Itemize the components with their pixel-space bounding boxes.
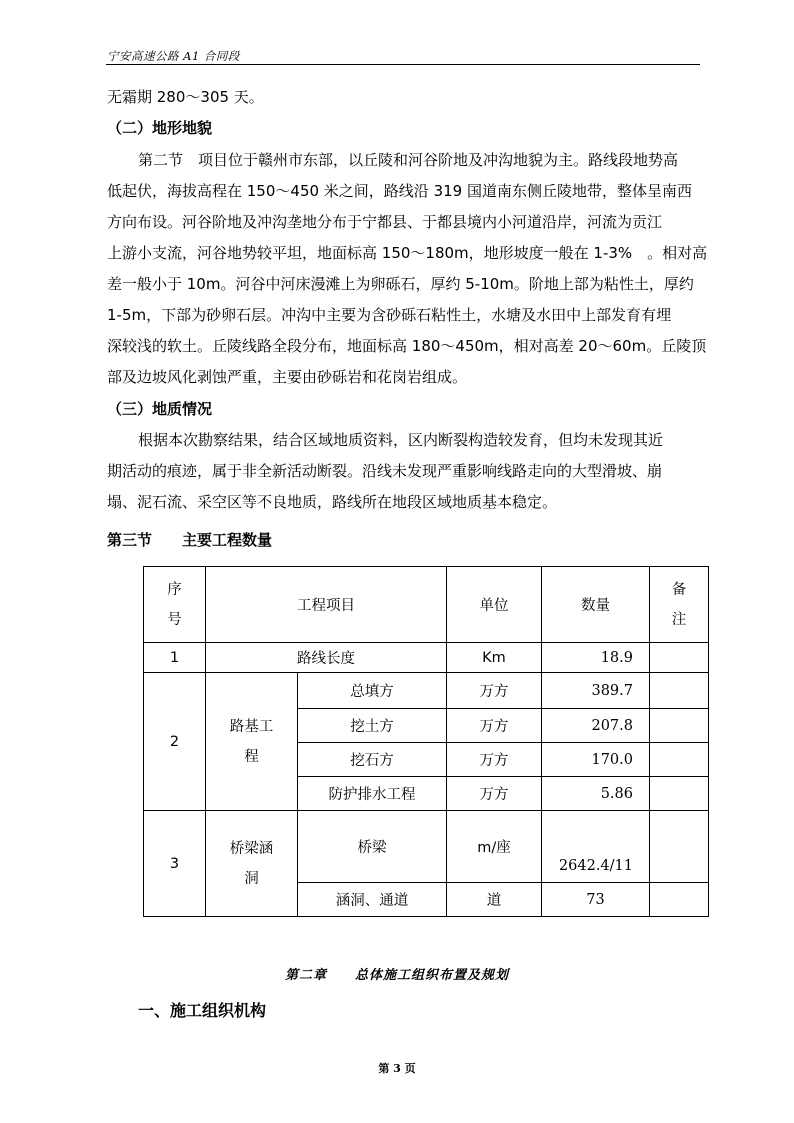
- para-line: 根据本次勘察结果，结合区域地质资料，区内断裂构造较发育，但均未发现其近: [138, 431, 664, 449]
- cell-note: [650, 883, 709, 917]
- cell-seq: 2: [144, 673, 206, 811]
- cell-unit: 万方: [447, 709, 542, 743]
- cell-group: 桥梁涵 洞: [206, 811, 298, 917]
- cell-unit: 道: [447, 883, 542, 917]
- para-line: 差一般小于 10m。河谷中河床漫滩上为卵砾石，厚约 5-10m。阶地上部为粘性土，厚约: [107, 275, 694, 293]
- cell-item: 挖石方: [298, 743, 447, 777]
- section-title-geology: （三）地质情况: [107, 400, 213, 418]
- cell-unit: 万方: [447, 777, 542, 811]
- section-title-organization: 一、施工组织机构: [138, 1001, 267, 1020]
- table-row: [144, 673, 709, 709]
- cell-qty: 73: [542, 883, 650, 917]
- cell-note: [650, 743, 709, 777]
- cell-qty: 18.9: [542, 643, 650, 673]
- cell-qty: 170.0: [542, 743, 650, 777]
- header-unit: 单位: [447, 567, 542, 643]
- cell-item: 挖土方: [298, 709, 447, 743]
- table-header-row: [144, 567, 709, 643]
- header-seq: 序 号: [144, 567, 206, 643]
- table-row: [144, 643, 709, 673]
- cell-note: [650, 811, 709, 883]
- cell-unit: m/座: [447, 811, 542, 883]
- header-qty: 数量: [542, 567, 650, 643]
- header-rule: [106, 64, 700, 65]
- cell-item: 总填方: [298, 673, 447, 709]
- cell-item: 桥梁: [298, 811, 447, 883]
- para-line: 上游小支流，河谷地势较平坦，地面标高 150～180m，地形坡度一般在 1-3% 。相对高: [107, 244, 708, 262]
- para-line: 1-5m，下部为砂卵石层。冲沟中主要为含砂砾石粘性土，水塘及水田中上部发育有埋: [107, 306, 672, 324]
- para-line: 塌、泥石流、采空区等不良地质，路线所在地段区域地质基本稳定。: [107, 493, 558, 511]
- cell-qty: 2642.4/11: [542, 811, 650, 883]
- para-line: 部及边坡风化剥蚀严重，主要由砂砾岩和花岗岩组成。: [107, 368, 468, 386]
- header-title: 宁安高速公路 A1 合同段: [107, 49, 240, 63]
- cell-note: [650, 777, 709, 811]
- section-title-terrain: （二）地形地貌: [107, 119, 213, 137]
- text-line: 无霜期 280～305 天。: [107, 88, 264, 106]
- cell-group: 路基工 程: [206, 673, 298, 811]
- cell-qty: 389.7: [542, 673, 650, 709]
- cell-unit: 万方: [447, 673, 542, 709]
- para-line: 深较浅的软土。丘陵线路全段分布，地面标高 180～450m，相对高差 20～60m。丘陵顶: [107, 337, 707, 355]
- header-note: 备 注: [650, 567, 709, 643]
- cell-seq: 3: [144, 811, 206, 917]
- table-row: [144, 811, 709, 883]
- cell-note: [650, 709, 709, 743]
- cell-note: [650, 673, 709, 709]
- cell-qty: 207.8: [542, 709, 650, 743]
- chapter-title: 第二章 总体施工组织布置及规划: [284, 968, 509, 983]
- cell-item: 防护排水工程: [298, 777, 447, 811]
- cell-seq: 1: [144, 643, 206, 673]
- cell-item: 涵洞、通道: [298, 883, 447, 917]
- header-item: 工程项目: [206, 567, 447, 643]
- para-line: 第二节 项目位于赣州市东部，以丘陵和河谷阶地及冲沟地貌为主。路线段地势高: [138, 151, 679, 169]
- cell-unit: Km: [447, 643, 542, 673]
- cell-item: 路线长度: [206, 643, 447, 673]
- section-heading-quantities: 第三节 主要工程数量: [107, 531, 273, 549]
- cell-note: [650, 643, 709, 673]
- para-line: 低起伏，海拔高程在 150～450 米之间，路线沿 319 国道南东侧丘陵地带，整体呈南西: [107, 182, 692, 200]
- cell-unit: 万方: [447, 743, 542, 777]
- para-line: 期活动的痕迹，属于非全新活动断裂。沿线未发现严重影响线路走向的大型滑坡、崩: [107, 462, 663, 480]
- cell-qty: 5.86: [542, 777, 650, 811]
- para-line: 方向布设。河谷阶地及冲沟垄地分布于宁都县、于都县境内小河道沿岸，河流为贡江: [107, 213, 663, 231]
- page-number: 第 3 页: [378, 1062, 416, 1075]
- quantities-table: [143, 566, 709, 917]
